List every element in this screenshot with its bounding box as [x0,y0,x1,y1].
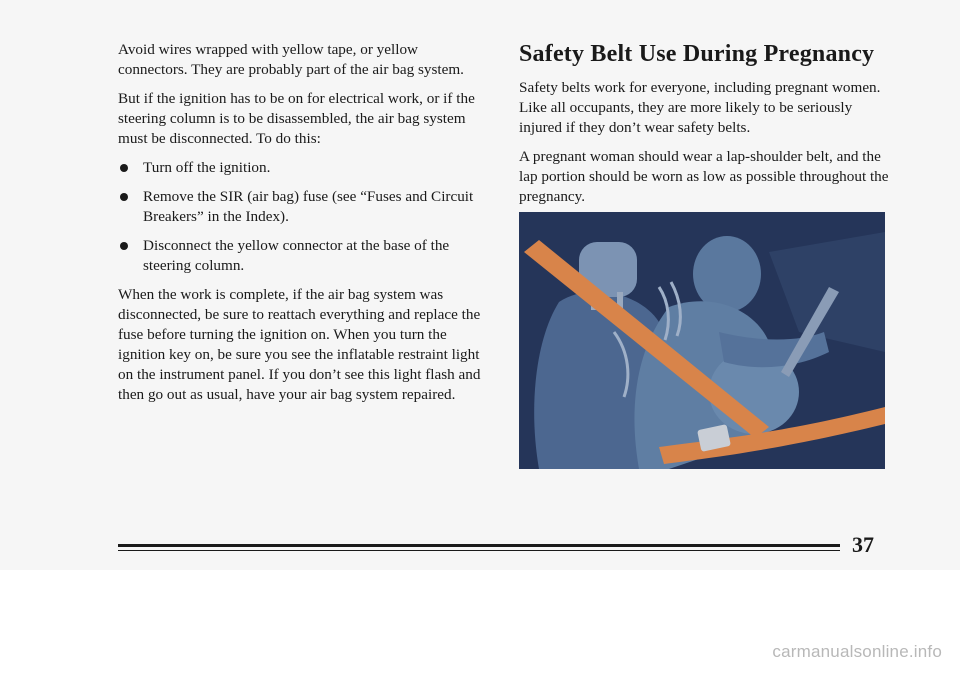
list-item: Remove the SIR (air bag) fuse (see “Fuses and Circuit Breakers” in the Index). [118,187,490,227]
right-column [519,40,891,216]
left-column [118,40,490,414]
watermark: carmanualsonline.info [772,642,942,661]
footer-rule-thin [118,550,840,551]
list-item: Disconnect the yellow connector at the base of the steering column. [118,236,490,276]
pregnant-occupant-illustration [519,212,885,469]
page-number: 37 [852,532,874,557]
section-heading: Safety Belt Use During Pregnancy [519,41,875,67]
list-item: Turn off the ignition. [118,158,490,178]
paragraph-wires: Avoid wires wrapped with yellow tape, or yellow connectors. They are probably part of the air bag system. [118,41,464,78]
paragraph-work-complete: When the work is complete, if the air bag system was disconnected, be sure to reattach everything and replace the fuse before turning the ignition on. When you turn the ignition key on, be sure you see the inflatable restraint light on the instrument panel. If you don’t see this light flash and then go out as usual, have your air bag system repaired. [118,286,481,403]
paragraph-pregnancy-1: Safety belts work for everyone, including pregnant women. Like all occupants, they are more likely to be seriously injured if they don’t wear safety belts. [519,79,881,136]
footer-rule [118,544,840,547]
illustration-svg [519,212,885,469]
paragraph-pregnancy-2: A pregnant woman should wear a lap-shoulder belt, and the lap portion should be worn as low as possible throughout the pregnancy. [519,148,889,205]
occupant-head [693,236,761,312]
paragraph-disconnect-intro: But if the ignition has to be on for electrical work, or if the steering column is to be disassembled, the air bag system must be disconnected. To do this: [118,90,475,147]
bullet-list [118,158,490,276]
